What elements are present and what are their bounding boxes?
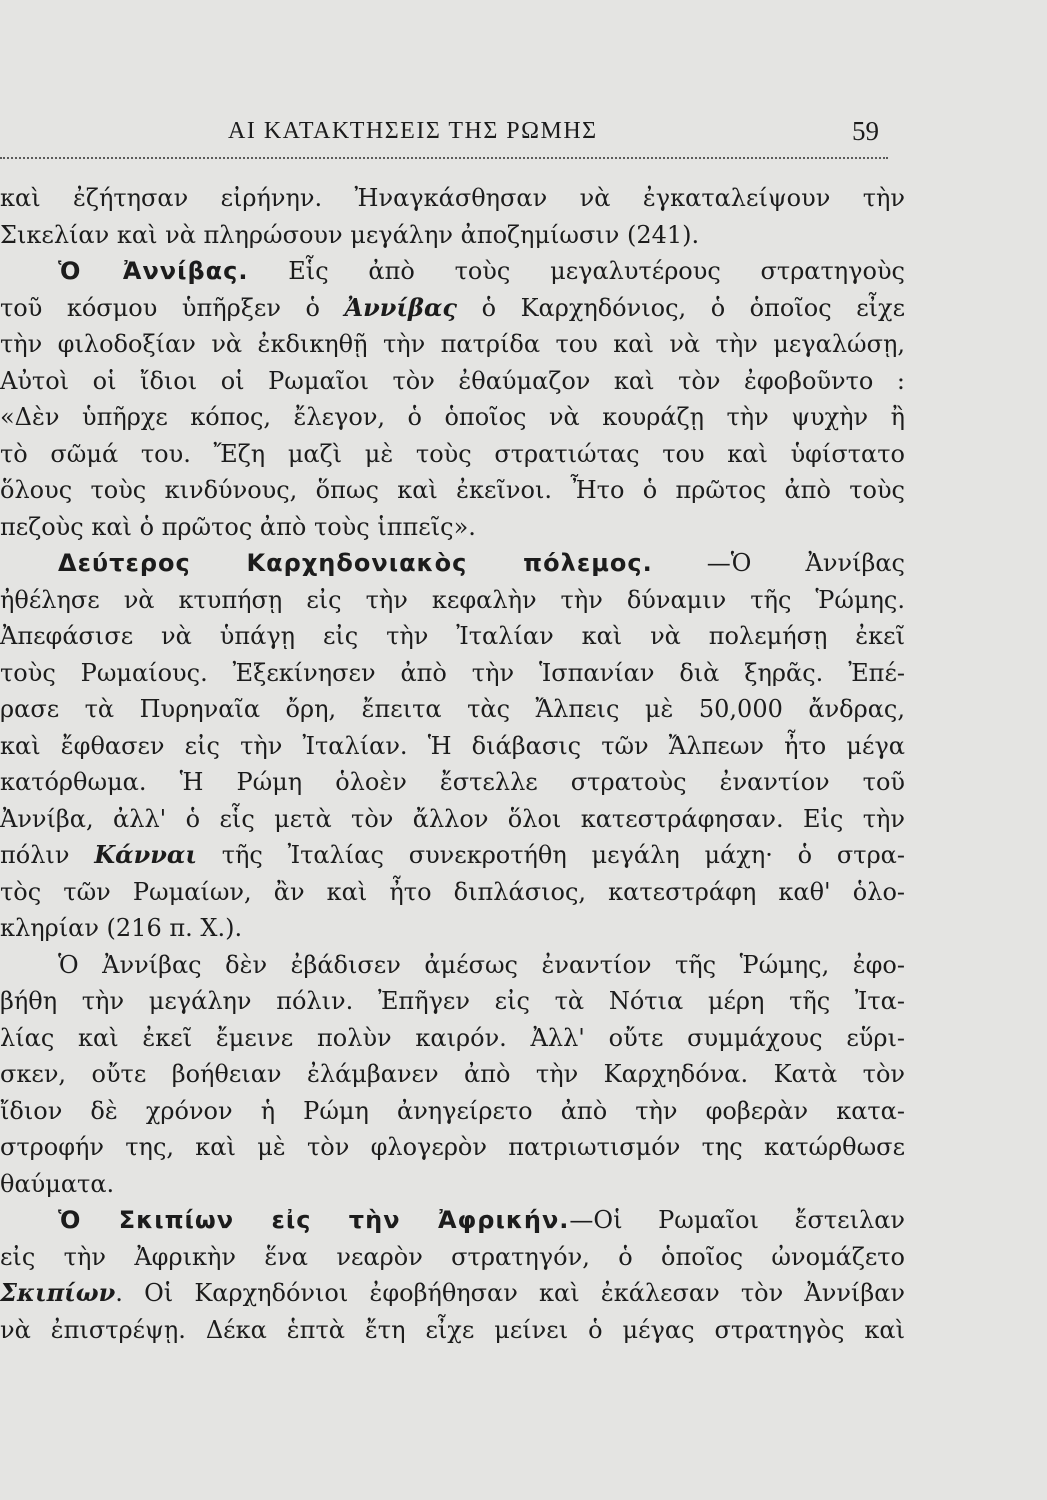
- text-line: [0, 764, 905, 801]
- text-line: [0, 1239, 905, 1276]
- text-run: —Ὁ Ἀννίβας: [652, 549, 905, 577]
- text-line: [0, 363, 905, 400]
- text-line: [0, 691, 905, 728]
- text-run: λίας καὶ ἐκεῖ ἔμεινε πολὺν καιρόν. Ἀλλ' οὔτε συμμάχους εὕρι-: [0, 1023, 905, 1052]
- running-title: ΑΙ ΚΑΤΑΚΤΗΣΕΙΣ ΤΗΣ ΡΩΜΗΣ: [228, 118, 598, 144]
- text-line: [0, 618, 905, 655]
- text-line: [0, 947, 905, 984]
- text-run: εἰς τὴν Ἀφρικὴν ἕνα νεαρὸν στρατηγόν, ὁ ὁποῖος ὠνομάζετο: [0, 1242, 905, 1271]
- text-line: [0, 582, 905, 619]
- text-line: [0, 655, 905, 692]
- text-run: «Δὲν ὑπῆρχε κόπος, ἔλεγον, ὁ ὁποῖος νὰ κουράζῃ τὴν ψυχὴν ἢ: [0, 403, 905, 431]
- text-run: ὁ Καρχηδόνιος, ὁ ὁποῖος εἶχε: [457, 293, 905, 322]
- text-line: [0, 801, 905, 838]
- text-line: [0, 1202, 905, 1239]
- text-line: [0, 472, 905, 509]
- text-run: κατόρθωμα. Ἡ Ρώμη ὁλοὲν ἔστελλε στρατοὺς ἐναντίον τοῦ: [0, 768, 905, 796]
- text-run: τὸ σῶμά του. Ἔζη μαζὶ μὲ τοὺς στρατιώτας του καὶ ὑφίστατο: [0, 439, 905, 468]
- emphasized-name: Κάνναι: [94, 840, 197, 869]
- section-heading: Ὁ Ἀννίβας.: [58, 257, 249, 285]
- text-line: [0, 1020, 905, 1057]
- text-run: Εἷς ἀπὸ τοὺς μεγαλυτέρους στρατηγοὺς: [248, 257, 905, 285]
- text-run: ρασε τὰ Πυρηναῖα ὄρη, ἔπειτα τὰς Ἄλπεις μὲ 50,000 ἄνδρας,: [0, 695, 905, 723]
- text-line: [0, 728, 905, 765]
- text-line: [0, 326, 905, 363]
- text-line: [0, 509, 905, 546]
- text-run: τὸς τῶν Ρωμαίων, ἂν καὶ ἦτο διπλάσιος, κατεστράφη καθ' ὁλο-: [0, 877, 905, 906]
- text-line: [0, 1056, 905, 1093]
- text-run: Σικελίαν καὶ νὰ πληρώσουν μεγάλην ἀποζημίωσιν (241).: [0, 220, 700, 249]
- text-line: [0, 180, 905, 217]
- text-line: [0, 837, 905, 874]
- emphasized-name: Σκιπίων: [0, 1278, 116, 1307]
- emphasized-name: Ἀννίβας: [344, 292, 458, 322]
- text-run: τὴν φιλοδοξίαν νὰ ἐκδικηθῇ τὴν πατρίδα του καὶ νὰ τὴν μεγαλώσῃ,: [0, 330, 905, 358]
- text-run: κληρίαν (216 π. Χ.).: [0, 914, 243, 942]
- text-line: [0, 290, 905, 327]
- text-line: [0, 1093, 905, 1130]
- text-line: [0, 1129, 905, 1166]
- text-run: . Οἱ Καρχηδόνιοι ἐφοβήθησαν καὶ ἐκάλεσαν τὸν Ἀννίβαν: [115, 1279, 905, 1307]
- text-line: [0, 1166, 905, 1203]
- text-run: θαύματα.: [0, 1169, 115, 1198]
- text-run: Αὐτοὶ οἱ ἴδιοι οἱ Ρωμαῖοι τὸν ἐθαύμαζον καὶ τὸν ἐφοβοῦντο :: [0, 366, 905, 395]
- header-rule: [0, 157, 888, 159]
- text-run: στροφήν της, καὶ μὲ τὸν φλογερὸν πατριωτισμόν της κατώρθωσε: [0, 1133, 905, 1161]
- section-heading: Δεύτερος Καρχηδονιακὸς πόλεμος.: [58, 549, 653, 577]
- page-header: [0, 118, 1047, 158]
- text-run: ὅλους τοὺς κινδύνους, ὅπως καὶ ἐκεῖνοι. Ἦτο ὁ πρῶτος ἀπὸ τοὺς: [0, 476, 905, 504]
- text-run: —Οἱ Ρωμαῖοι ἔστειλαν: [569, 1206, 905, 1234]
- text-line: [0, 983, 905, 1020]
- text-run: τῆς Ἰταλίας συνεκροτήθη μεγάλη μάχη· ὁ στρα-: [196, 841, 905, 869]
- section-heading: Ὁ Σκιπίων εἰς τὴν Ἀφρικήν.: [58, 1206, 570, 1234]
- text-run: καὶ ἐζήτησαν εἰρήνην. Ἠναγκάσθησαν νὰ ἐγκαταλείψουν τὴν: [0, 184, 905, 212]
- page-number: 59: [852, 116, 879, 146]
- text-run: ἠθέλησε νὰ κτυπήσῃ εἰς τὴν κεφαλὴν τὴν δύναμιν τῆς Ῥώμης.: [0, 585, 905, 614]
- text-line: [0, 253, 905, 290]
- text-line: [0, 545, 905, 582]
- text-run: βήθη τὴν μεγάλην πόλιν. Ἐπῆγεν εἰς τὰ Νότια μέρη τῆς Ἰτα-: [0, 987, 905, 1015]
- text-run: νὰ ἐπιστρέψῃ. Δέκα ἑπτὰ ἔτη εἶχε μείνει ὁ μέγας στρατηγὸς καὶ: [0, 1315, 905, 1344]
- text-line: [0, 436, 905, 473]
- text-run: πόλιν: [0, 841, 95, 869]
- text-line: [0, 874, 905, 911]
- text-line: [0, 217, 905, 254]
- text-run: ἴδιον δὲ χρόνον ἡ Ρώμη ἀνηγείρετο ἀπὸ τὴν φοβερὰν κατα-: [0, 1096, 905, 1125]
- text-line: [0, 1275, 905, 1312]
- text-run: τοῦ κόσμου ὑπῆρξεν ὁ: [0, 293, 345, 322]
- body-text: [0, 180, 905, 1348]
- text-run: Ἀπεφάσισε νὰ ὑπάγῃ εἰς τὴν Ἰταλίαν καὶ νὰ πολεμήσῃ ἐκεῖ: [0, 622, 905, 650]
- text-run: καὶ ἔφθασεν εἰς τὴν Ἰταλίαν. Ἡ διάβασις τῶν Ἄλπεων ἦτο μέγα: [0, 731, 905, 760]
- text-run: Ἀννίβα, ἀλλ' ὁ εἷς μετὰ τὸν ἄλλον ὅλοι κατεστράφησαν. Εἰς τὴν: [0, 804, 905, 833]
- text-line: [0, 910, 905, 947]
- text-line: [0, 399, 905, 436]
- text-run: τοὺς Ρωμαίους. Ἐξεκίνησεν ἀπὸ τὴν Ἱσπανίαν διὰ ξηρᾶς. Ἐπέ-: [0, 658, 905, 687]
- text-run: Ὁ Ἀννίβας δὲν ἐβάδισεν ἀμέσως ἐναντίον τῆς Ῥώμης, ἐφο-: [58, 950, 905, 979]
- text-run: πεζοὺς καὶ ὁ πρῶτος ἀπὸ τοὺς ἱππεῖς».: [0, 512, 476, 541]
- text-line: [0, 1312, 905, 1349]
- text-run: σκεν, οὔτε βοήθειαν ἐλάμβανεν ἀπὸ τὴν Καρχηδόνα. Κατὰ τὸν: [0, 1060, 905, 1088]
